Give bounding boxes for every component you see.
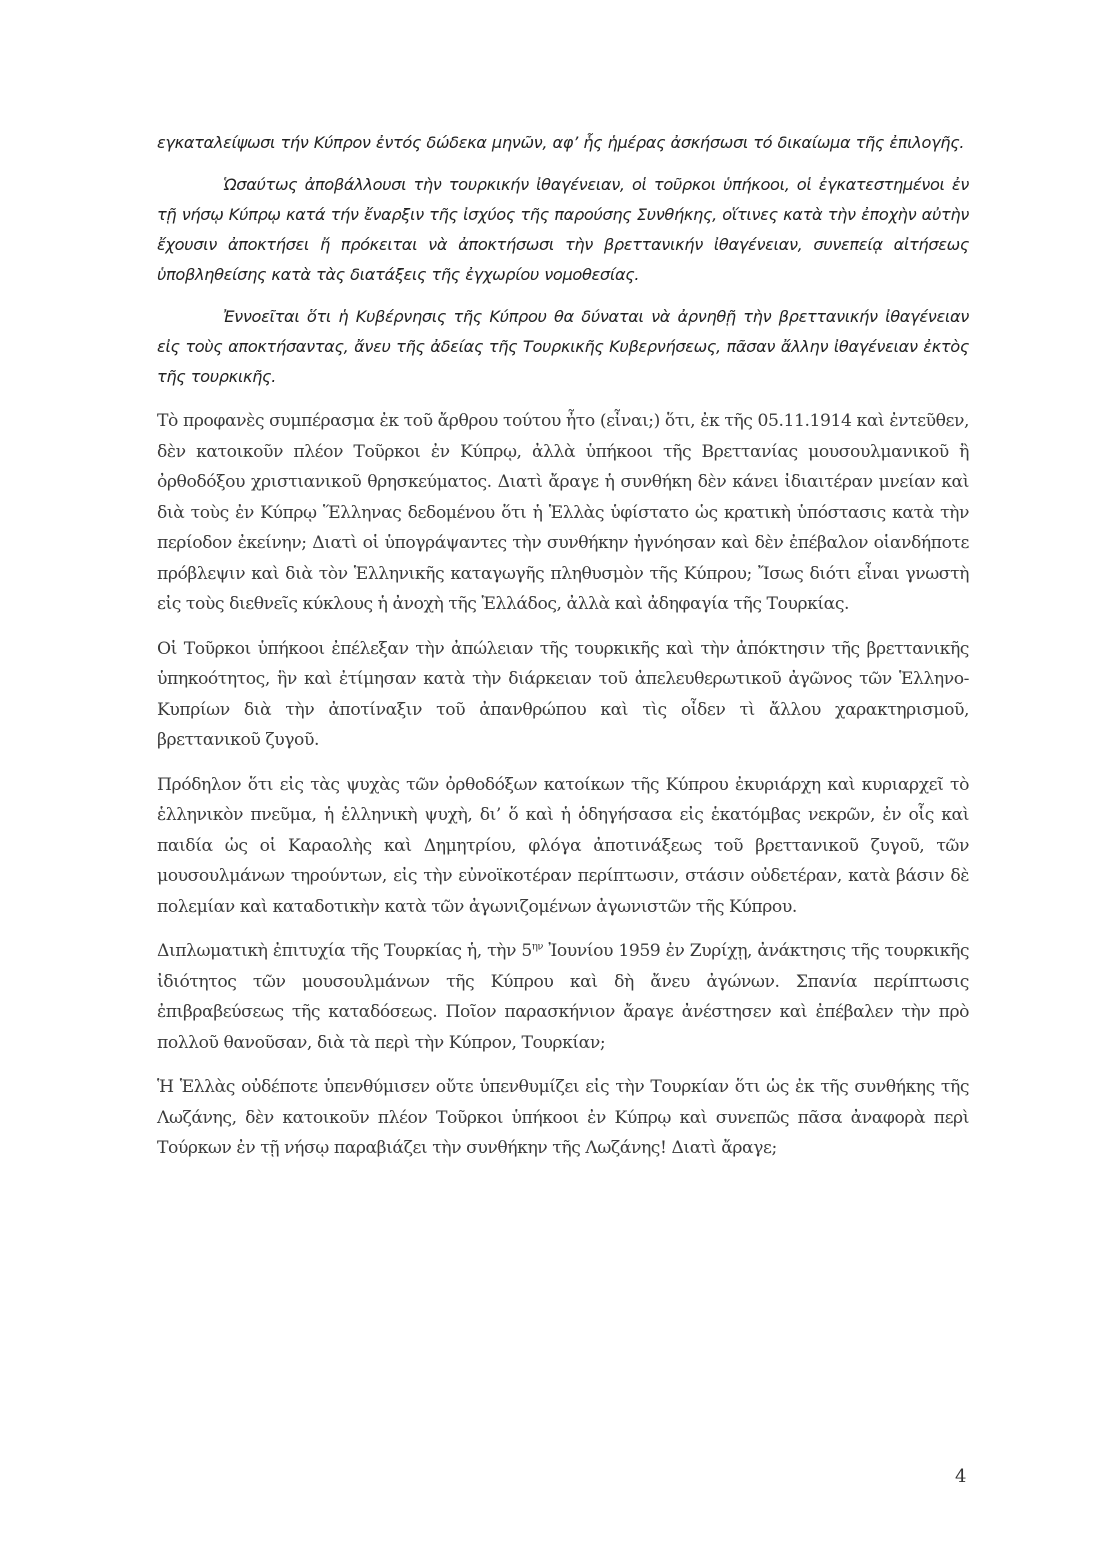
- body-paragraph-conclusion: Τὸ προφανὲς συμπέρασμα ἐκ τοῦ ἄρθρου τούτου ἦτο (εἶναι;) ὅτι, ἐκ τῆς 05.11.1914 καὶ ἐντεῦθεν, δὲν κατοικοῦν πλέον Τοῦρκοι ἐν Κύπρῳ, ἀλλὰ ὑπήκοοι τῆς Βρεττανίας μουσουλμανικοῦ ἢ ὀρθοδόξου χριστιανικοῦ θρησκεύματος. Διατὶ ἄραγε ἡ συνθήκη δὲν κάνει ἰδιαιτέραν μνείαν καὶ διὰ τοὺς ἐν Κύπρῳ Ἕλληνας δεδομένου ὅτι ἡ Ἑλλὰς ὑφίστατο ὡς κρατικὴ ὑπόστασις κατὰ τὴν περίοδον ἐκείνην; Διατὶ οἱ ὑπογράψαντες τὴν συνθήκην ἠγνόησαν καὶ δὲν ἐπέβαλον οἱανδήποτε πρόβλεψιν καὶ διὰ τὸν Ἑλληνικῆς καταγωγῆς πληθυσμὸν τῆς Κύπρου; Ἴσως διότι εἶναι γνωστὴ εἰς τοὺς διεθνεῖς κύκλους ἡ ἀνοχὴ τῆς Ἑλλάδος, ἀλλὰ καὶ ἀδηφαγία τῆς Τουρκίας.: [157, 411, 969, 614]
- ordinal-superscript: ην: [531, 941, 544, 953]
- zurich-text-start: Διπλωματικὴ ἐπιτυχία τῆς Τουρκίας ἡ, τὴν 5: [157, 941, 532, 961]
- quoted-article-paragraph: Ὡσαύτως ἀποβάλλουσι τὴν τουρκικήν ἰθαγένειαν, οἱ τοῦρκοι ὑπήκοοι, οἱ ἐγκατεστημένοι ἐν τῇ νήσῳ Κύπρῳ κατά τήν ἔναρξιν τῆς ἰσχύος τῆς παρούσης Συνθήκης, οἵτινες κατὰ τὴν ἐποχὴν αὐτὴν ἔχουσιν ἀποκτήσει ἤ πρόκειται νὰ ἀποκτήσωσι τὴν βρεττανικήν ἰθαγένειαν, συνεπείᾳ αἰτήσεως ὑποβληθείσης κατὰ τὰς διατάξεις τῆς ἐγχωρίου νομοθεσίας.: [157, 175, 969, 284]
- page-number: 4: [955, 1466, 967, 1487]
- body-paragraph-lausanne: Ἡ Ἑλλὰς οὐδέποτε ὑπενθύμισεν οὔτε ὑπενθυμίζει εἰς τὴν Τουρκίαν ὅτι ὡς ἐκ τῆς συνθήκης τῆς Λωζάνης, δὲν κατοικοῦν πλέον Τοῦρκοι ὑπήκοοι ἐν Κύπρῳ καὶ συνεπῶς πᾶσα ἀναφορὰ περὶ Τούρκων ἐν τῇ νήσῳ παραβιάζει τὴν συνθήκην τῆς Λωζάνης! Διατὶ ἄραγε;: [157, 1077, 969, 1158]
- zurich-text-end: Ἰουνίου 1959 ἐν Ζυρίχῃ, ἀνάκτησις τῆς τουρκικῆς ἰδιότητος τῶν μουσουλμάνων τῆς Κύπρου καὶ δὴ ἄνευ ἀγώνων. Σπανία περίπτωσις ἐπιβραβεύσεως τῆς καταδόσεως. Ποῖον παρασκήνιον ἄραγε ἀνέστησεν καὶ ἐπέβαλεν τὴν πρὸ πολλοῦ θανοῦσαν, διὰ τὰ περὶ τὴν Κύπρον, Τουρκίαν;: [157, 941, 969, 1053]
- quoted-article-paragraph: Ἐννοεῖται ὅτι ἡ Κυβέρνησις τῆς Κύπρου θα δύναται νὰ ἀρνηθῇ τὴν βρεττανικήν ἰθαγένειαν εἰς τοὺς αποκτήσαντας, ἄνευ τῆς ἀδείας τῆς Τουρκικῆς Κυβερνήσεως, πᾶσαν ἄλλην ἰθαγένειαν ἐκτὸς τῆς τουρκικῆς.: [157, 307, 969, 386]
- page-content: [157, 128, 969, 1178]
- body-paragraph-choice: Οἱ Τοῦρκοι ὑπήκοοι ἐπέλεξαν τὴν ἀπώλειαν τῆς τουρκικῆς καὶ τὴν ἀπόκτησιν τῆς βρεττανικῆς ὑπηκοότητος, ἣν καὶ ἐτίμησαν κατὰ τὴν διάρκειαν τοῦ ἀπελευθερωτικοῦ ἀγῶνος τῶν Ἑλληνο-Κυπρίων διὰ τὴν ἀποτίναξιν τοῦ ἀπανθρώπου καὶ τὶς οἶδεν τὶ ἄλλου χαρακτηρισμοῦ, βρεττανικοῦ ζυγοῦ.: [157, 638, 969, 750]
- body-paragraph-spirit: Πρόδηλον ὅτι εἰς τὰς ψυχὰς τῶν ὀρθοδόξων κατοίκων τῆς Κύπρου ἐκυριάρχη καὶ κυριαρχεῖ τὸ ἑλληνικὸν πνεῦμα, ἡ ἑλληνικὴ ψυχὴ, δι’ ὅ καὶ ἡ ὁδηγήσασα εἰς ἑκατόμβας νεκρῶν, ἐν οἷς καὶ παιδία ὡς οἱ Καραολὴς καὶ Δημητρίου, φλόγα ἀποτινάξεως τοῦ βρεττανικοῦ ζυγοῦ, τῶν μουσουλμάνων τηρούντων, εἰς τὴν εὐνοϊκοτέραν περίπτωσιν, στάσιν οὐδετέραν, κατὰ βάσιν δὲ πολεμίαν καὶ καταδοτικὴν κατὰ τῶν ἀγωνιζομένων ἀγωνιστῶν τῆς Κύπρου.: [157, 774, 969, 917]
- quoted-article-continuation: εγκαταλείψωσι τήν Κύπρον ἐντός δώδεκα μηνῶν, αφ’ ἧς ἡμέρας ἀσκήσωσι τό δικαίωμα τῆς ἐπιλογῆς.: [157, 133, 965, 152]
- body-paragraph-zurich: [157, 936, 969, 1058]
